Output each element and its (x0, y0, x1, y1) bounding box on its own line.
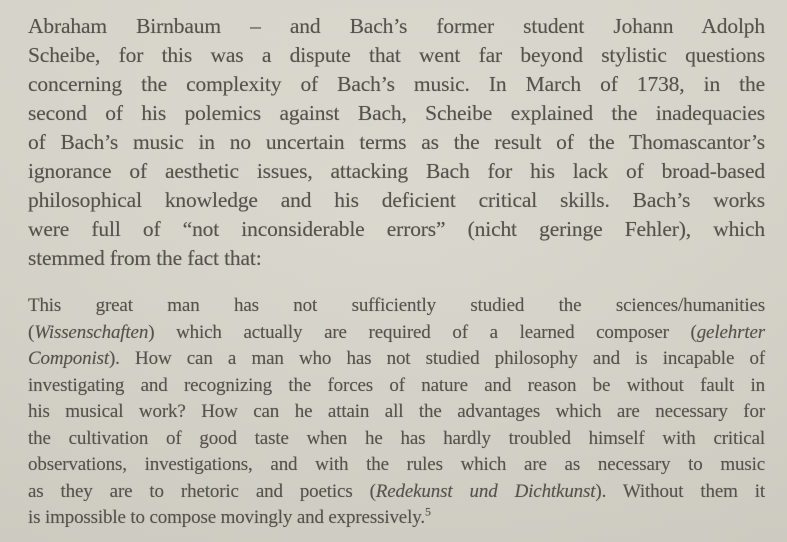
italic-term: Redekunst und Dichtkunst (375, 480, 596, 502)
italic-term: Componist (28, 348, 109, 369)
text-segment: of Bach’s music in no uncertain terms as the result of the Thomascantor’s (28, 130, 765, 154)
italic-term: Wissenschaften (34, 321, 149, 343)
text-segment: ignorance of aesthetic issues, attacking Bach for his lack of broad-based (28, 159, 765, 183)
text-segment: as they are to rhetoric and poetics ( (28, 480, 376, 502)
text-line (28, 505, 765, 532)
text-line (28, 12, 765, 41)
text-line (28, 320, 765, 347)
text-segment: ) which actually are required of a learned composer ( (148, 321, 697, 343)
text-segment: stemmed from the fact that: (28, 246, 262, 270)
text-line (28, 452, 765, 479)
text-line (28, 128, 765, 157)
text-line (28, 70, 765, 99)
italic-term: gelehrter (696, 321, 765, 343)
text-line (28, 426, 765, 453)
text-segment: concerning the complexity of Bach’s music. In March of 1738, in the (28, 72, 765, 96)
text-line (28, 373, 765, 400)
intro-paragraph (28, 12, 765, 273)
text-segment: investigating and recognizing the forces of nature and reason be without fault in (28, 374, 765, 396)
text-segment: the cultivation of good taste when he has hardly troubled himself with critical (28, 427, 765, 449)
text-segment: Scheibe, for this was a dispute that went far beyond stylistic questions (28, 43, 765, 67)
text-segment: ). How can a man who has not studied philosophy and is incapable of (109, 348, 765, 369)
text-line (28, 99, 765, 128)
text-segment: ( (28, 321, 35, 343)
text-line (28, 157, 765, 186)
text-line (28, 399, 765, 426)
text-segment: were full of “not inconsiderable errors” (nicht geringe Fehler), which (28, 217, 765, 241)
text-line (28, 215, 765, 244)
footnote-marker: 5 (424, 505, 431, 519)
text-segment: Abraham Birnbaum – and Bach’s former student Johann Adolph (28, 14, 765, 38)
block-quote-paragraph (28, 293, 765, 532)
text-line (28, 479, 765, 506)
text-line (28, 293, 765, 320)
text-line (28, 186, 765, 215)
text-segment: ). Without them it (595, 480, 766, 502)
text-segment: second of his polemics against Bach, Scheibe explained the inadequacies (28, 101, 765, 125)
text-segment: observations, investigations, and with the rules which are as necessary to music (28, 454, 765, 475)
text-segment: is impossible to compose movingly and expressively. (28, 507, 425, 528)
text-segment: philosophical knowledge and his deficient critical skills. Bach’s works (28, 188, 765, 212)
text-line (28, 244, 765, 273)
text-segment: This great man has not sufficiently studied the sciences/humanities (28, 295, 765, 316)
text-line (28, 346, 765, 373)
text-line (28, 41, 765, 70)
text-segment: his musical work? How can he attain all the advantages which are necessary for (28, 401, 765, 422)
